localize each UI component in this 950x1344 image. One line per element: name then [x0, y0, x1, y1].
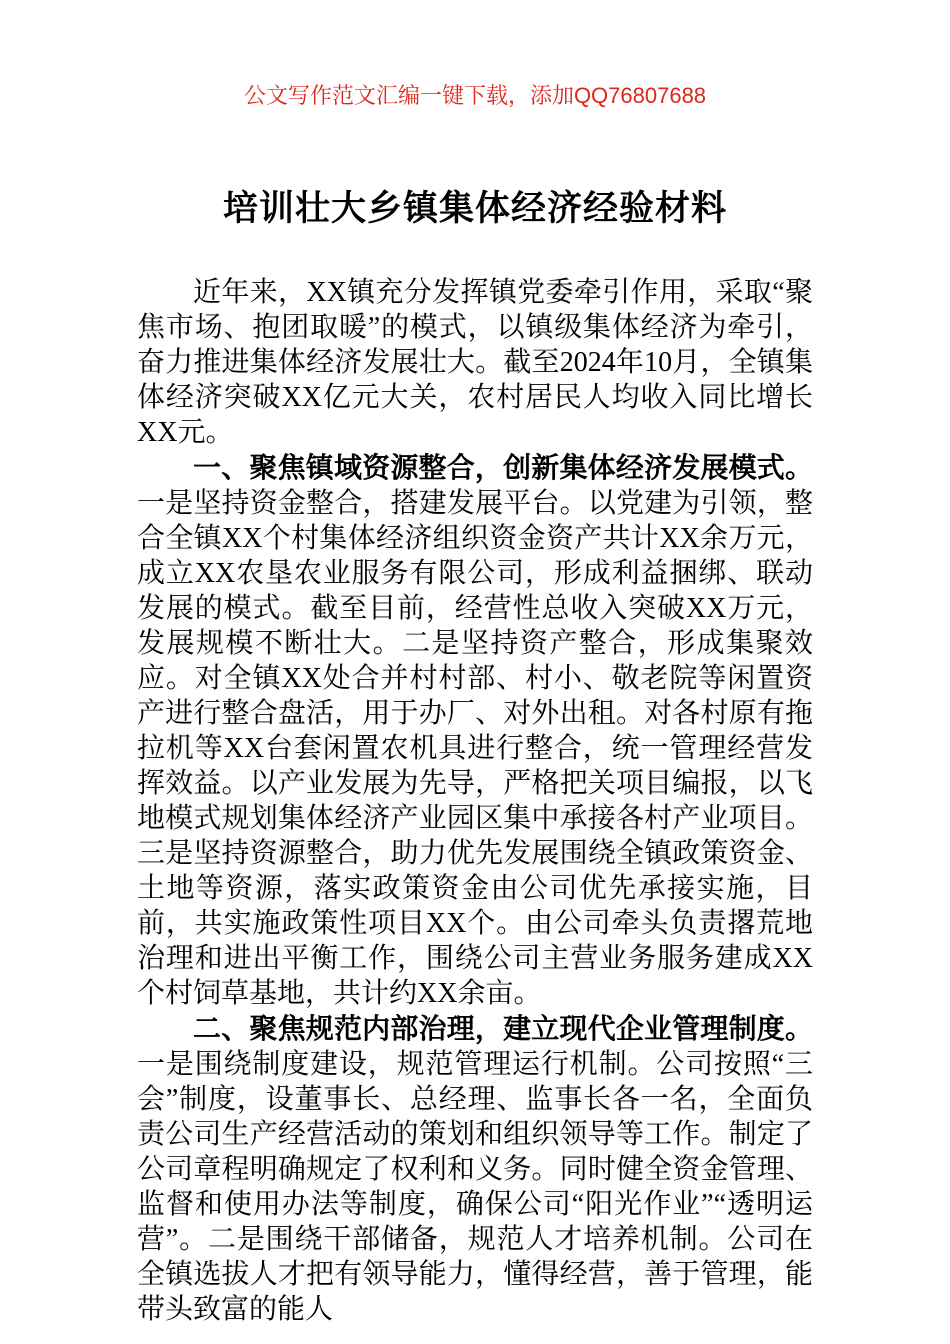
- paragraph-section-1: [137, 450, 813, 1011]
- section-1-heading: 一、聚焦镇域资源整合，创新集体经济发展模式。: [193, 452, 813, 483]
- document-title: 培训壮大乡镇集体经济经验材料: [222, 189, 727, 228]
- section-2-heading: 二、聚焦规范内部治理，建立现代企业管理制度。: [193, 1013, 813, 1044]
- paragraph-intro-text: 近年来，XX镇充分发挥镇党委牵引作用，采取“聚焦市场、抱团取暖”的模式，以镇级集体经济为牵引，奋力推进集体经济发展壮大。截至2024年10月，全镇集体经济突破XX亿元大关，农村居民人均收入同比增长XX元。: [137, 277, 813, 448]
- section-2-text: 一是围绕制度建设，规范管理运行机制。公司按照“三会”制度，设董事长、总经理、监事长各一名，全面负责公司生产经营活动的策划和组织领导等工作。制定了公司章程明确规定了权利和义务。同时健全资金管理、监督和使用办法等制度，确保公司“阳光作业”“透明运营”。二是围绕干部储备，规范人才培养机制。公司在全镇选拔人才把有领导能力，懂得经营，善于管理，能带头致富的能人: [137, 1049, 813, 1325]
- paragraph-section-2: [137, 1011, 813, 1327]
- section-1-text: 一是坚持资金整合，搭建发展平台。以党建为引领，整合全镇XX个村集体经济组织资金资产共计XX余万元，成立XX农垦农业服务有限公司，形成利益捆绑、联动发展的模式。截至目前，经营性总收入突破XX万元，发展规模不断壮大。二是坚持资产整合，形成集聚效应。对全镇XX处合并村村部、村小、敬老院等闲置资产进行整合盘活，用于办厂、对外出租。对各村原有拖拉机等XX台套闲置农机具进行整合，统一管理经营发挥效益。以产业发展为先导，严格把关项目编报，以飞地模式规划集体经济产业园区集中承接各村产业项目。三是坚持资源整合，助力优先发展围绕全镇政策资金、土地等资源，落实政策资金由公司优先承接实施，目前，共实施政策性项目XX个。由公司牵头负责撂荒地治理和进出平衡工作，围绕公司主营业务服务建成XX个村饲草基地，共计约XX余亩。: [137, 488, 813, 1009]
- paragraph-intro: [137, 275, 813, 450]
- promo-banner-text: 公文写作范文汇编一键下载，添加QQ76807688: [243, 83, 707, 108]
- document-body: [137, 275, 813, 1327]
